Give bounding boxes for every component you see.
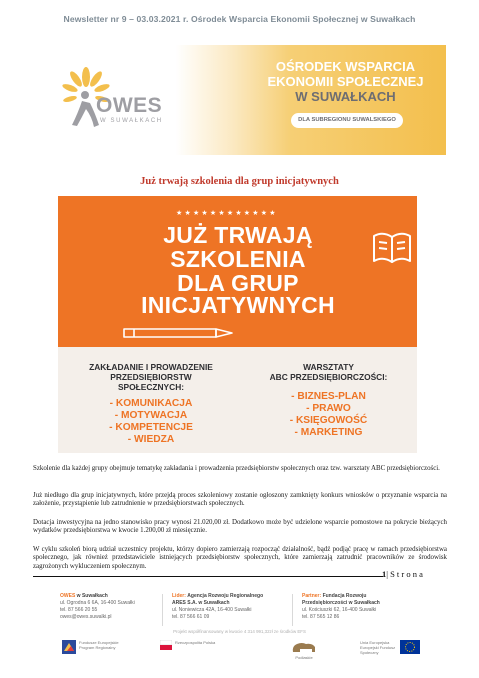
footer-divider [162,594,163,626]
left-heading-line: SPOŁECZNYCH: [117,382,185,392]
unia-europejska-logo [360,640,426,660]
banner-title-line2: EKONOMII SPOŁECZNEJ [267,74,424,89]
page-number [382,569,423,579]
footer-org-fundacja [302,593,380,621]
polish-flag-icon [160,640,172,650]
right-heading-line: ABC PRZEDSIĘBIORCZOŚCI: [269,372,388,382]
podlaskie-logo-text: Podlaskie [295,655,313,660]
footer-org-owes [60,593,135,621]
left-topic-item: - WIEDZA [127,434,175,445]
rzeczpospolita-logo [160,640,220,660]
footer-org-role: OWES [60,593,76,599]
left-topic-item: - KOMPETENCJE [109,422,193,433]
logo-subtitle: W SUWAŁKACH [100,118,163,124]
footer-org-phone: tel. 87 565 12 86 [302,614,340,620]
podlaskie-logo [284,640,324,660]
page-number-value: 1 [382,569,387,579]
right-topic-item: - PRAWO [306,403,351,414]
footer-org-name: w Suwałkach [75,593,108,599]
banner-title-line1: OŚRODEK WSPARCIA [275,59,416,74]
footer-org-phone: tel. 87 566 61 09 [172,614,210,620]
article-paragraph: Już niedługo dla grup inicjatywnych, które przejdą proces szkoleniowy zostanie ogłoszony zamknięty konkurs wniosków o przyznanie wsparcia na założenie, przystąpienie lub zatrudnienie w przedsiębiorstwach społecznych. [33,492,447,508]
right-heading-line: WARSZTATY [303,362,354,372]
left-topic-item: - MOTYWACJA [114,410,188,421]
footer-org-name-line2: ARES S.A. w Suwałkach [172,600,230,606]
eu-flag-icon [400,640,420,654]
footer-org-name-line2: Przedsiębiorczości w Suwałkach [302,600,380,606]
footer-funding-note: Projekt współfinansowany w kwocie 4 314 991,32zł ze środków EFS [173,629,306,634]
footer-org-address: ul. Kościuszki 62, 16-400 Suwałki [302,607,377,613]
poster-right-column [246,362,411,439]
left-heading-line: PRZEDSIĘBIORSTW [110,372,192,382]
right-topic-item: - KSIĘGOWOŚĆ [289,415,368,426]
article-paragraph: W cyklu szkoleń biorą udział uczestnicy projektu, którzy dopiero zamierzają rozpocząć działalność, bądź podjąć pracę w ramach przedsiębiorstwa społecznego, jak również przedstawiciele istniejących przedsiębiorstw społecznych, które zamierzają zatrudnić pracowników ze środowisk zagrożonych wykluczeniem społecznym. [33,546,447,570]
banner-subregion-pill: DLA SUBREGIONU SUWALSKIEGO [291,113,403,128]
eu-logo-text: Unia Europejska Europejski Fundusz Społeczny [360,640,396,655]
training-poster [58,196,417,453]
open-book-icon [370,226,414,266]
rp-logo-text: Rzeczpospolita Polska [175,640,216,645]
poster-headline-line: JUŻ TRWAJĄ [163,222,313,248]
poster-left-column [66,362,236,446]
footer-org-address: ul. Noniewicza 42A, 16-400 Suwałki [172,607,252,613]
footer-org-name: Agencja Rozwoju Regionalnego [187,593,264,599]
article-paragraph: Dotacja inwestycyjna na jedno stanowisko pracy wynosi 21.020,00 zł. Dodatkowo może być udzielone wsparcie pomostowe na pokrycie bieżących wydatków przedsiębiorstwa w kwocie 1.200,00 zł miesięcznie. [33,519,447,535]
banner-title-line3: W SUWAŁKACH [295,89,396,104]
poster-headline-line: DLA GRUP [177,270,299,296]
page-number-label: | S t r o n a [386,569,423,579]
fundusze-europejskie-logo [62,640,122,660]
footer-divider [292,594,293,626]
fe-logo-icon [62,640,76,654]
pencil-icon [120,327,236,339]
poster-headline-line: SZKOLENIA [170,246,306,272]
page-footer-rule [33,576,383,577]
article-paragraph: Szkolenie dla każdej grupy obejmuje tematykę zakładania i prowadzenia przedsiębiorstw społecznych oraz tzw. warsztaty ABC przedsiębiorczości. [33,465,440,472]
footer-org-role: Lider: [172,593,186,599]
footer-org-email[interactable]: owes@owes.suwalki.pl [60,614,112,620]
right-topic-item: - BIZNES-PLAN [291,391,366,402]
footer-org-ares [172,593,263,621]
bison-icon [290,640,318,654]
footer-org-address: ul. Ogrodna 6 6A, 16-400 Suwałki [60,600,135,606]
poster-headline-line: INICJATYWNYCH [141,292,335,318]
left-heading-line: ZAKŁADANIE I PROWADZENIE [89,362,213,372]
footer-org-role: Partner: [302,593,322,599]
newsletter-header: Newsletter nr 9 – 03.03.2021 r. Ośrodek Wsparcia Ekonomii Społecznej w Suwałkach [63,14,416,24]
fe-logo-text: Fundusze Europejskie Program Regionalny [79,640,119,650]
footer-org-name: Fundacja Rozwoju [322,593,367,599]
left-topic-item: - KOMUNIKACJA [109,398,193,409]
footer-org-phone: tel. 87 566 20 55 [60,607,98,613]
article-title: Już trwają szkolenia dla grup inicjatywnych [140,176,339,187]
owes-banner [36,45,446,155]
right-topic-item: - MARKETING [294,427,363,438]
poster-stars: ★★★★★★★★★★★★ [176,209,278,217]
logo-wordmark: OWES [96,94,163,117]
